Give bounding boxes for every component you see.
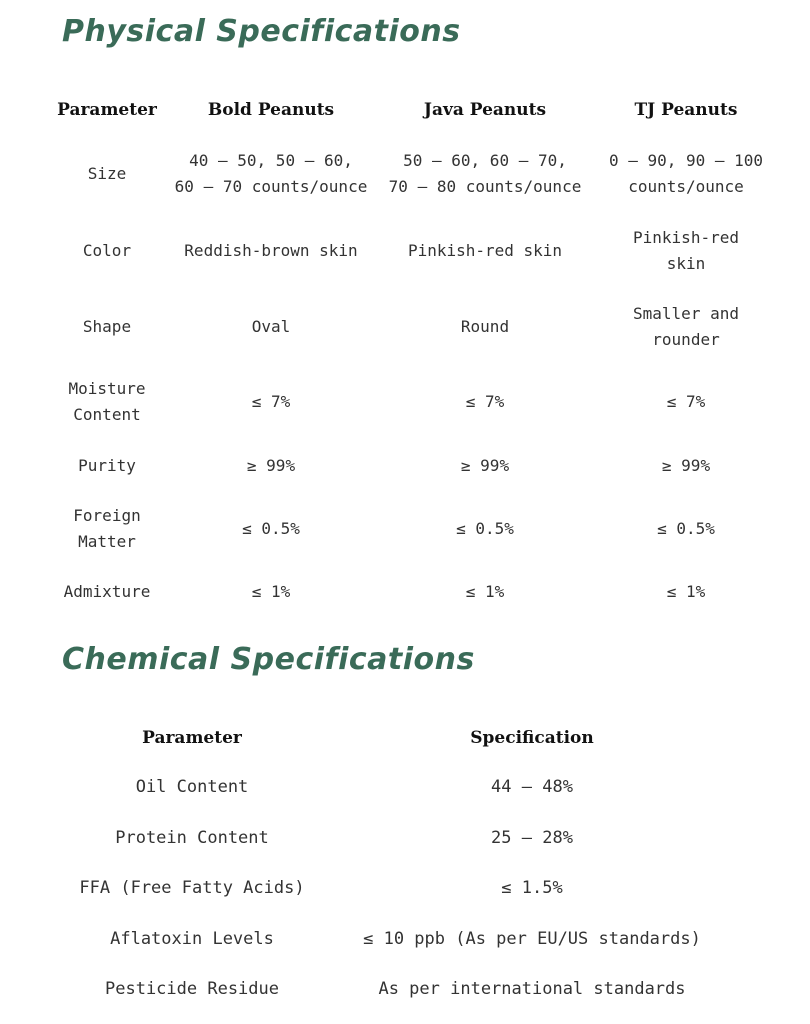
param-line: Moisture: [68, 379, 146, 398]
tj-cell: [590, 212, 782, 290]
table-row: [52, 136, 782, 212]
header-bold-peanuts: Bold Peanuts: [207, 100, 335, 120]
java-cell: [380, 136, 590, 212]
bold-cell: [162, 136, 380, 212]
value-line: ≤ 1%: [251, 582, 291, 601]
physical-specifications-table: [52, 84, 782, 618]
value-line: ≤ 0.5%: [456, 519, 514, 538]
param-line: Admixture: [63, 582, 151, 601]
table-header-row: [62, 714, 742, 762]
value-line: ≤ 1%: [666, 582, 706, 601]
value-line: 50 – 60, 60 – 70,: [403, 151, 567, 170]
tj-cell: [590, 364, 782, 440]
tj-cell: [590, 290, 782, 364]
chemical-specifications-table: [62, 714, 742, 1015]
tj-cell: [590, 440, 782, 492]
spec-cell: ≤ 1.5%: [501, 878, 563, 899]
param-cell: Protein Content: [115, 827, 269, 848]
param-cell: [52, 364, 162, 440]
table-header-row: [52, 84, 782, 136]
bold-cell: [162, 212, 380, 290]
table-row: [52, 566, 782, 618]
table-row: [62, 762, 742, 813]
bold-cell: [162, 566, 380, 618]
param-cell: [52, 136, 162, 212]
java-cell: [380, 212, 590, 290]
value-line: rounder: [652, 330, 720, 349]
param-cell: [52, 290, 162, 364]
bold-cell: [162, 492, 380, 566]
spec-cell: As per international standards: [378, 979, 686, 1000]
header-tj-peanuts: TJ Peanuts: [634, 100, 738, 120]
param-cell: Oil Content: [135, 777, 249, 798]
param-line: Foreign: [73, 506, 141, 525]
value-line: Pinkish-red skin: [407, 241, 563, 260]
physical-specifications-title: Physical Specifications: [62, 14, 461, 49]
param-cell: [52, 566, 162, 618]
table-row: [52, 212, 782, 290]
value-line: ≤ 7%: [465, 392, 505, 411]
param-line: Purity: [78, 456, 136, 475]
table-row: [62, 863, 742, 914]
table-row: [62, 964, 742, 1015]
tj-cell: [590, 566, 782, 618]
value-line: Smaller and: [633, 304, 739, 323]
value-line: counts/ounce: [628, 177, 744, 196]
param-cell: Aflatoxin Levels: [110, 928, 274, 949]
param-cell: [52, 492, 162, 566]
value-line: ≤ 0.5%: [242, 519, 300, 538]
value-line: ≤ 1%: [465, 582, 505, 601]
java-cell: [380, 566, 590, 618]
param-line: Color: [82, 241, 132, 260]
header-parameter: Parameter: [57, 100, 157, 120]
table-row: [52, 364, 782, 440]
header-parameter: Parameter: [142, 728, 242, 748]
spec-cell: 44 – 48%: [491, 777, 573, 798]
value-line: ≥ 99%: [460, 456, 510, 475]
value-line: ≥ 99%: [661, 456, 711, 475]
chemical-specifications-title: Chemical Specifications: [62, 642, 475, 677]
tj-cell: [590, 136, 782, 212]
java-cell: [380, 492, 590, 566]
value-line: 70 – 80 counts/ounce: [388, 177, 582, 196]
value-line: Pinkish-red: [633, 228, 739, 247]
java-cell: [380, 440, 590, 492]
value-line: Reddish-brown skin: [184, 241, 358, 260]
table-row: [52, 492, 782, 566]
param-cell: FFA (Free Fatty Acids): [79, 878, 305, 899]
table-row: [52, 440, 782, 492]
spec-cell: 25 – 28%: [491, 827, 573, 848]
param-line: Shape: [82, 317, 132, 336]
spec-cell: ≤ 10 ppb (As per EU/US standards): [363, 928, 701, 949]
value-line: skin: [666, 254, 706, 273]
value-line: 0 – 90, 90 – 100: [608, 151, 764, 170]
param-cell: [52, 440, 162, 492]
table-row: [62, 813, 742, 864]
value-line: ≤ 7%: [666, 392, 706, 411]
value-line: ≥ 99%: [246, 456, 296, 475]
table-row: [52, 290, 782, 364]
value-line: 60 – 70 counts/ounce: [174, 177, 368, 196]
bold-cell: [162, 290, 380, 364]
java-cell: [380, 364, 590, 440]
param-line: Content: [73, 405, 141, 424]
param-cell: [52, 212, 162, 290]
tj-cell: [590, 492, 782, 566]
bold-cell: [162, 440, 380, 492]
header-java-peanuts: Java Peanuts: [423, 100, 547, 120]
bold-cell: [162, 364, 380, 440]
value-line: ≤ 7%: [251, 392, 291, 411]
header-specification: Specification: [470, 728, 594, 748]
value-line: 40 – 50, 50 – 60,: [189, 151, 353, 170]
value-line: ≤ 0.5%: [657, 519, 715, 538]
value-line: Oval: [251, 317, 291, 336]
param-line: Size: [87, 164, 127, 183]
java-cell: [380, 290, 590, 364]
value-line: Round: [460, 317, 510, 336]
table-row: [62, 914, 742, 965]
param-cell: Pesticide Residue: [105, 979, 279, 1000]
param-line: Matter: [78, 532, 136, 551]
